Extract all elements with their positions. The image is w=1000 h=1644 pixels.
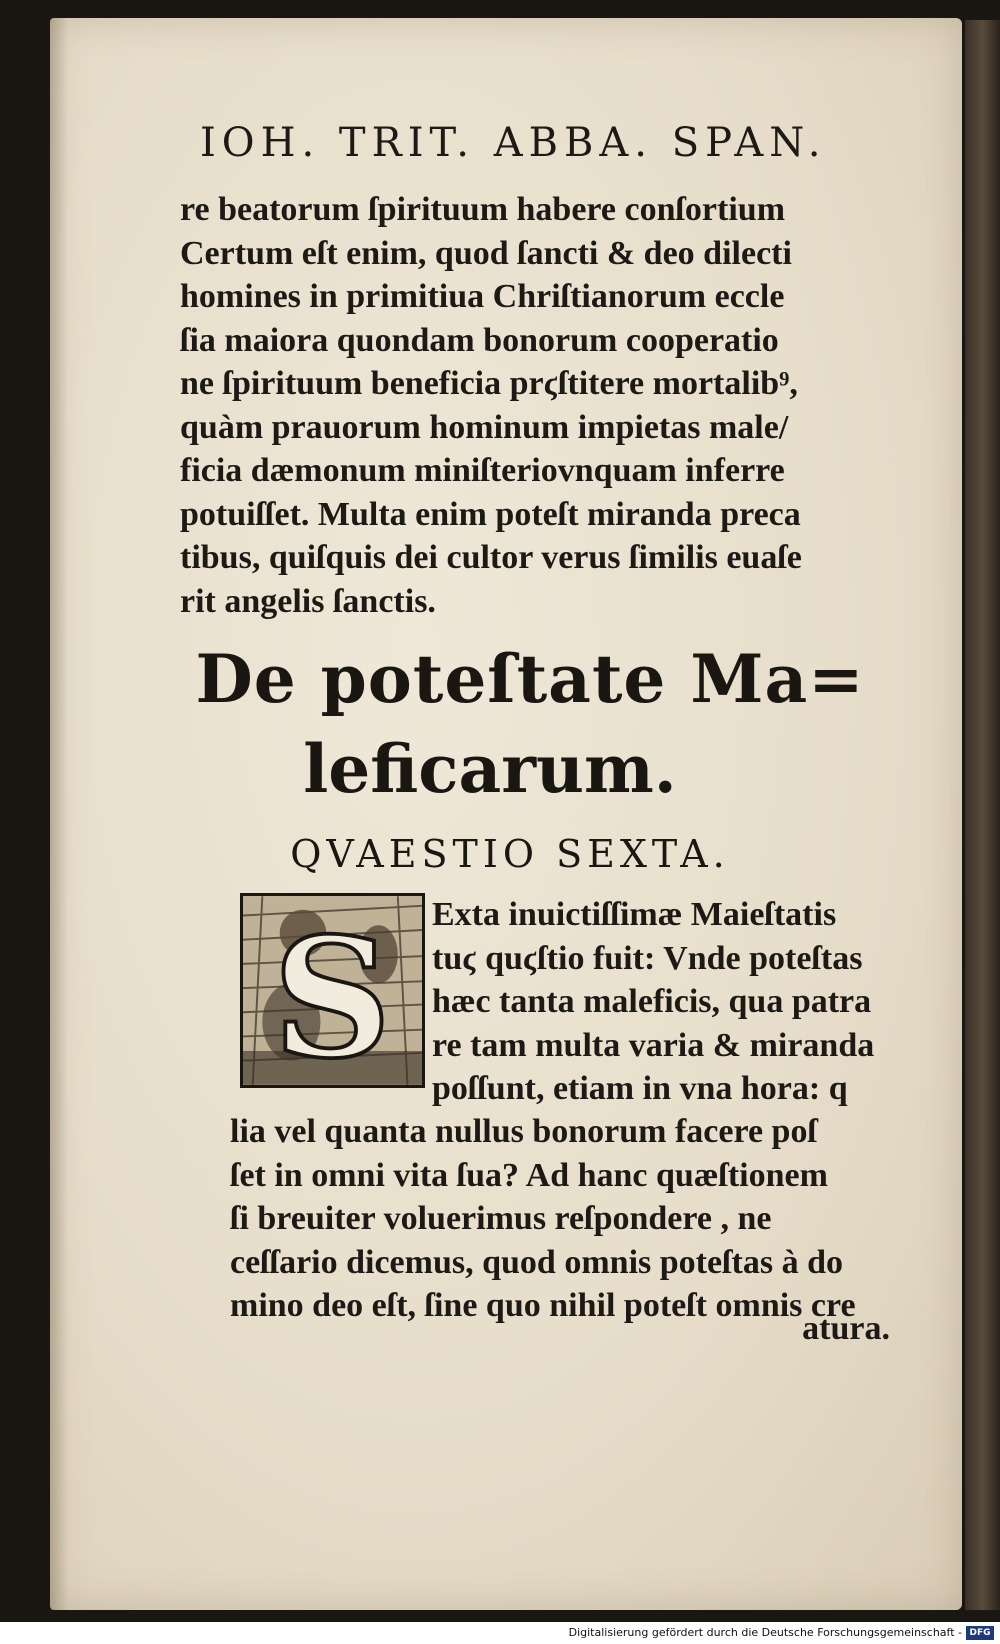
text-line: mino deo eſt, ſine quo nihil poteſt omnis cre xyxy=(230,1287,856,1324)
top-paragraph xyxy=(180,188,880,623)
text-line: tuϛ quϛſtio fuit: Vnde poteſtas xyxy=(432,939,863,977)
continued-paragraph xyxy=(230,1110,890,1328)
decorated-initial xyxy=(240,893,425,1088)
book-edge xyxy=(965,20,1000,1610)
text-line: re tam multa varia & miranda xyxy=(432,1026,875,1064)
catchword: atura. xyxy=(802,1310,890,1347)
chapter-heading-line-2: leficarum. xyxy=(303,730,677,808)
text-line: tibus, quiſquis dei cultor verus ſimilis euaſe xyxy=(180,539,802,576)
text-line: rit angelis ſanctis. xyxy=(180,582,436,620)
text-line: ſet in omni vita ſua? Ad hanc quæſtionem xyxy=(230,1156,828,1194)
woodcut-initial-icon xyxy=(243,896,422,1085)
text-line: ne ſpirituum beneficia prϛſtitere mortalib⁹, xyxy=(180,365,798,402)
funding-credit: Digitalisierung gefördert durch die Deutsche Forschungsgemeinschaft - xyxy=(568,1626,962,1639)
initial-paragraph xyxy=(432,893,892,1111)
text-line: poſſunt, etiam in vna hora: q xyxy=(432,1070,848,1107)
text-line: ceſſario dicemus, quod omnis poteſtas à do xyxy=(230,1243,843,1281)
text-line: lia vel quanta nullus bonorum facere poſ xyxy=(230,1113,817,1150)
text-line: potuiſſet. Multa enim poteſt miranda preca xyxy=(180,495,801,533)
page-gutter xyxy=(50,18,68,1610)
running-head: IOH. TRIT. ABBA. SPAN. xyxy=(200,120,827,166)
dfg-logo-icon[interactable]: DFG xyxy=(966,1626,994,1640)
text-line: Exta inuictiſſimæ Maieſtatis xyxy=(432,896,837,933)
svg-text:S: S xyxy=(272,901,392,1085)
text-line: ſia maiora quondam bonorum cooperatio xyxy=(180,321,779,359)
text-line: ficia dæmonum miniſteriovnquam inferre xyxy=(180,452,785,489)
text-line: homines in primitiua Chriſtianorum eccle xyxy=(180,278,785,315)
question-heading: QVAESTIO SEXTA. xyxy=(290,832,730,876)
text-line: hæc tanta maleficis, qua patra xyxy=(432,983,872,1020)
text-line: re beatorum ſpirituum habere conſortium xyxy=(180,191,786,228)
chapter-heading-line-1: De poteſtate Ma= xyxy=(195,640,865,718)
text-line: Certum eſt enim, quod ſancti & deo dilecti xyxy=(180,234,792,272)
text-line: ſi breuiter voluerimus reſpondere , ne xyxy=(230,1200,772,1237)
text-line: quàm prauorum hominum impietas male/ xyxy=(180,408,789,446)
